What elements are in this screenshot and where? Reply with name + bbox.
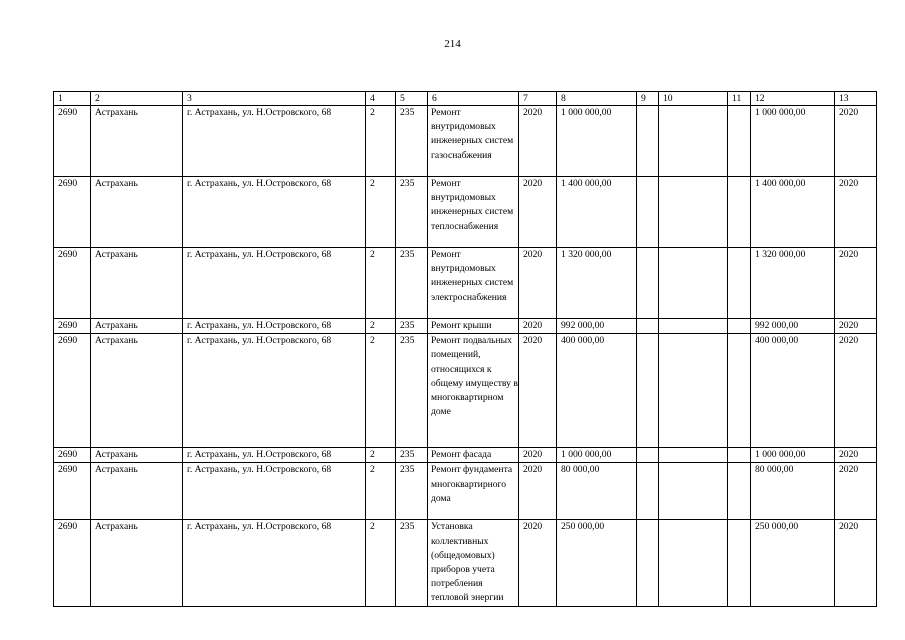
col-9-value-cell <box>637 177 659 248</box>
completion-year-cell: 2020 <box>835 334 877 448</box>
work-type-cell: Ремонт фасада <box>428 448 519 463</box>
col-9-value-cell <box>637 520 659 606</box>
page-number: 214 <box>444 38 461 50</box>
col-4-value-cell: 2 <box>366 319 396 334</box>
address-cell: г. Астрахань, ул. Н.Островского, 68 <box>183 248 366 319</box>
address-cell: г. Астрахань, ул. Н.Островского, 68 <box>183 520 366 606</box>
header-cell: 9 <box>637 92 659 106</box>
col-5-value-cell: 235 <box>396 248 428 319</box>
col-9-value-cell <box>637 248 659 319</box>
total-cost-cell: 1 400 000,00 <box>557 177 637 248</box>
total-cost-cell: 1 320 000,00 <box>557 248 637 319</box>
col-5-value-cell: 235 <box>396 463 428 520</box>
col-5-value-cell: 235 <box>396 448 428 463</box>
address-cell: г. Астрахань, ул. Н.Островского, 68 <box>183 177 366 248</box>
col-10-value-cell <box>659 334 728 448</box>
col-4-value-cell: 2 <box>366 106 396 177</box>
col-5-value-cell: 235 <box>396 106 428 177</box>
header-cell: 10 <box>659 92 728 106</box>
city-cell: Астрахань <box>91 248 183 319</box>
city-cell: Астрахань <box>91 106 183 177</box>
total-cost-cell: 992 000,00 <box>557 319 637 334</box>
fund-cost-cell: 400 000,00 <box>751 334 835 448</box>
col-4-value-cell: 2 <box>366 334 396 448</box>
col-4-value-cell: 2 <box>366 177 396 248</box>
col-11-value-cell <box>728 248 751 319</box>
row-number-cell: 2690 <box>54 520 91 606</box>
table-header-row <box>54 92 877 106</box>
col-4-value-cell: 2 <box>366 463 396 520</box>
fund-cost-cell: 1 400 000,00 <box>751 177 835 248</box>
address-cell: г. Астрахань, ул. Н.Островского, 68 <box>183 448 366 463</box>
header-cell: 11 <box>728 92 751 106</box>
work-type-cell: Ремонт крыши <box>428 319 519 334</box>
fund-cost-cell: 250 000,00 <box>751 520 835 606</box>
col-11-value-cell <box>728 106 751 177</box>
col-9-value-cell <box>637 106 659 177</box>
total-cost-cell: 1 000 000,00 <box>557 106 637 177</box>
address-cell: г. Астрахань, ул. Н.Островского, 68 <box>183 319 366 334</box>
address-cell: г. Астрахань, ул. Н.Островского, 68 <box>183 463 366 520</box>
city-cell: Астрахань <box>91 448 183 463</box>
header-cell: 12 <box>751 92 835 106</box>
table-row <box>54 106 877 177</box>
col-10-value-cell <box>659 448 728 463</box>
col-9-value-cell <box>637 448 659 463</box>
col-5-value-cell: 235 <box>396 520 428 606</box>
col-11-value-cell <box>728 319 751 334</box>
fund-cost-cell: 1 320 000,00 <box>751 248 835 319</box>
header-cell: 3 <box>183 92 366 106</box>
completion-year-cell: 2020 <box>835 520 877 606</box>
row-number-cell: 2690 <box>54 334 91 448</box>
col-4-value-cell: 2 <box>366 448 396 463</box>
row-number-cell: 2690 <box>54 248 91 319</box>
table-row <box>54 319 877 334</box>
col-10-value-cell <box>659 520 728 606</box>
completion-year-cell: 2020 <box>835 319 877 334</box>
address-cell: г. Астрахань, ул. Н.Островского, 68 <box>183 106 366 177</box>
work-type-cell: Ремонт внутридомовых инженерных систем электроснабжения <box>428 248 519 319</box>
work-type-cell: Установка коллективных (общедомовых) приборов учета потребления тепловой энергии <box>428 520 519 606</box>
col-11-value-cell <box>728 177 751 248</box>
col-4-value-cell: 2 <box>366 248 396 319</box>
row-number-cell: 2690 <box>54 106 91 177</box>
fund-cost-cell: 992 000,00 <box>751 319 835 334</box>
completion-year-cell: 2020 <box>835 248 877 319</box>
fund-cost-cell: 1 000 000,00 <box>751 448 835 463</box>
header-cell: 6 <box>428 92 519 106</box>
col-10-value-cell <box>659 106 728 177</box>
year-cell: 2020 <box>519 106 557 177</box>
col-11-value-cell <box>728 463 751 520</box>
header-cell: 1 <box>54 92 91 106</box>
completion-year-cell: 2020 <box>835 448 877 463</box>
completion-year-cell: 2020 <box>835 463 877 520</box>
table-row <box>54 520 877 606</box>
city-cell: Астрахань <box>91 463 183 520</box>
col-9-value-cell <box>637 319 659 334</box>
col-9-value-cell <box>637 334 659 448</box>
table-row <box>54 448 877 463</box>
col-5-value-cell: 235 <box>396 177 428 248</box>
col-11-value-cell <box>728 334 751 448</box>
header-cell: 2 <box>91 92 183 106</box>
row-number-cell: 2690 <box>54 177 91 248</box>
year-cell: 2020 <box>519 463 557 520</box>
fund-cost-cell: 80 000,00 <box>751 463 835 520</box>
col-11-value-cell <box>728 448 751 463</box>
row-number-cell: 2690 <box>54 319 91 334</box>
table-row <box>54 463 877 520</box>
col-5-value-cell: 235 <box>396 319 428 334</box>
work-type-cell: Ремонт подвальных помещений, относящихся к общему имуществу в многоквартирном доме <box>428 334 519 448</box>
header-cell: 7 <box>519 92 557 106</box>
completion-year-cell: 2020 <box>835 177 877 248</box>
city-cell: Астрахань <box>91 334 183 448</box>
col-4-value-cell: 2 <box>366 520 396 606</box>
header-cell: 8 <box>557 92 637 106</box>
total-cost-cell: 80 000,00 <box>557 463 637 520</box>
col-10-value-cell <box>659 248 728 319</box>
city-cell: Астрахань <box>91 520 183 606</box>
total-cost-cell: 250 000,00 <box>557 520 637 606</box>
table-row <box>54 248 877 319</box>
header-cell: 4 <box>366 92 396 106</box>
repair-program-table <box>53 91 877 607</box>
total-cost-cell: 400 000,00 <box>557 334 637 448</box>
city-cell: Астрахань <box>91 177 183 248</box>
year-cell: 2020 <box>519 520 557 606</box>
fund-cost-cell: 1 000 000,00 <box>751 106 835 177</box>
year-cell: 2020 <box>519 334 557 448</box>
col-10-value-cell <box>659 319 728 334</box>
year-cell: 2020 <box>519 248 557 319</box>
year-cell: 2020 <box>519 319 557 334</box>
city-cell: Астрахань <box>91 319 183 334</box>
work-type-cell: Ремонт внутридомовых инженерных систем теплоснабжения <box>428 177 519 248</box>
col-11-value-cell <box>728 520 751 606</box>
work-type-cell: Ремонт фундамента многоквартирного дома <box>428 463 519 520</box>
col-10-value-cell <box>659 177 728 248</box>
year-cell: 2020 <box>519 177 557 248</box>
address-cell: г. Астрахань, ул. Н.Островского, 68 <box>183 334 366 448</box>
row-number-cell: 2690 <box>54 448 91 463</box>
work-type-cell: Ремонт внутридомовых инженерных систем газоснабжения <box>428 106 519 177</box>
table-row <box>54 334 877 448</box>
completion-year-cell: 2020 <box>835 106 877 177</box>
col-10-value-cell <box>659 463 728 520</box>
table-row <box>54 177 877 248</box>
header-cell: 5 <box>396 92 428 106</box>
col-5-value-cell: 235 <box>396 334 428 448</box>
year-cell: 2020 <box>519 448 557 463</box>
col-9-value-cell <box>637 463 659 520</box>
total-cost-cell: 1 000 000,00 <box>557 448 637 463</box>
row-number-cell: 2690 <box>54 463 91 520</box>
header-cell: 13 <box>835 92 877 106</box>
